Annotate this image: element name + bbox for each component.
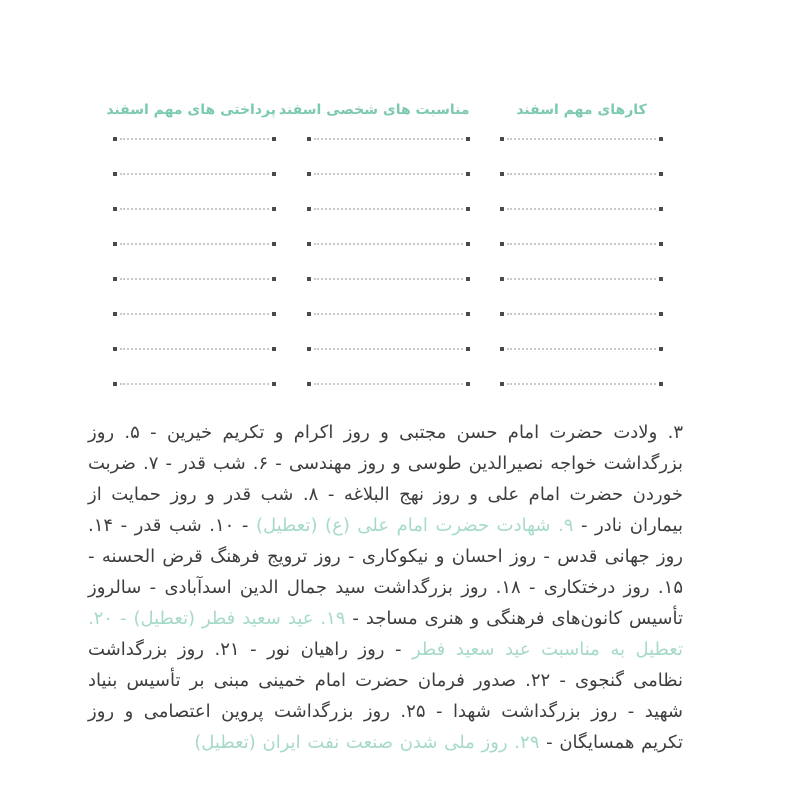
line-dashes xyxy=(120,313,269,315)
line-dashes xyxy=(314,173,463,175)
line-end-dot xyxy=(466,207,470,211)
line-dashes xyxy=(507,383,656,385)
line-end-dot xyxy=(113,207,117,211)
line-dashes xyxy=(507,138,656,140)
dotted-writing-line xyxy=(500,242,663,246)
column-important-tasks xyxy=(500,102,663,417)
dotted-writing-line xyxy=(500,137,663,141)
line-end-dot xyxy=(272,277,276,281)
line-end-dot xyxy=(659,137,663,141)
line-dashes xyxy=(314,313,463,315)
dotted-writing-line xyxy=(307,172,470,176)
events-paragraph xyxy=(88,417,683,758)
line-dashes xyxy=(120,173,269,175)
events-text: - ۱۰. شب قدر - ۱۴. روز جهانی قدس - روز احسان و نیکوکاری - روز ترویج فرهنگ قرض الحسنه - ۱۵. روز درختکاری - ۱۸. روز بزرگداشت سید جمال الدین اسدآبادی - سالروز تأسیس کانون‌های فرهنگی و هنری مساجد - xyxy=(88,515,683,629)
line-end-dot xyxy=(272,137,276,141)
line-end-dot xyxy=(500,207,504,211)
holiday-highlight-text: ۱۹. عید سعید فطر (تعطیل) - ۲۰. تعطیل به مناسبت عید سعید فطر xyxy=(88,608,684,660)
write-lines-personal-occasions xyxy=(307,137,470,386)
line-end-dot xyxy=(272,172,276,176)
line-end-dot xyxy=(466,277,470,281)
dotted-writing-line xyxy=(500,312,663,316)
line-dashes xyxy=(314,278,463,280)
line-end-dot xyxy=(659,347,663,351)
line-dashes xyxy=(120,278,269,280)
line-end-dot xyxy=(659,277,663,281)
dotted-writing-line xyxy=(307,312,470,316)
line-end-dot xyxy=(272,312,276,316)
column-title-important-payments: پرداختی های مهم اسفند xyxy=(106,102,276,118)
line-end-dot xyxy=(500,172,504,176)
line-end-dot xyxy=(307,382,311,386)
line-end-dot xyxy=(466,242,470,246)
line-end-dot xyxy=(500,277,504,281)
line-end-dot xyxy=(113,242,117,246)
line-dashes xyxy=(507,173,656,175)
line-end-dot xyxy=(659,207,663,211)
line-dashes xyxy=(120,138,269,140)
line-end-dot xyxy=(659,242,663,246)
line-dashes xyxy=(507,208,656,210)
dotted-writing-line xyxy=(500,207,663,211)
line-dashes xyxy=(507,243,656,245)
dotted-writing-line xyxy=(307,382,470,386)
line-end-dot xyxy=(272,347,276,351)
line-dashes xyxy=(120,208,269,210)
line-end-dot xyxy=(307,137,311,141)
line-end-dot xyxy=(466,172,470,176)
dotted-writing-line xyxy=(500,172,663,176)
dotted-writing-line xyxy=(307,207,470,211)
line-end-dot xyxy=(307,207,311,211)
dotted-writing-line xyxy=(113,277,276,281)
line-dashes xyxy=(314,383,463,385)
line-end-dot xyxy=(113,277,117,281)
line-end-dot xyxy=(272,207,276,211)
line-dashes xyxy=(314,348,463,350)
column-important-payments xyxy=(106,102,276,417)
line-end-dot xyxy=(307,347,311,351)
column-title-important-tasks: کارهای مهم اسفند xyxy=(516,102,647,118)
line-end-dot xyxy=(113,347,117,351)
line-end-dot xyxy=(500,242,504,246)
line-end-dot xyxy=(466,137,470,141)
dotted-writing-line xyxy=(500,382,663,386)
line-dashes xyxy=(120,383,269,385)
dotted-writing-line xyxy=(113,172,276,176)
line-end-dot xyxy=(500,382,504,386)
dotted-writing-line xyxy=(113,347,276,351)
line-end-dot xyxy=(466,382,470,386)
events-text: - روز راهیان نور - ۲۱. روز بزرگداشت نظامی گنجوی - ۲۲. صدور فرمان حضرت امام خمینی مبنی بر تأسیس بنیاد شهید - روز بزرگداشت شهدا - ۲۵. روز بزرگداشت پروین اعتصامی و روز تکریم همسایگان - xyxy=(88,639,683,753)
line-end-dot xyxy=(466,312,470,316)
line-dashes xyxy=(507,278,656,280)
line-end-dot xyxy=(307,172,311,176)
line-end-dot xyxy=(659,172,663,176)
line-end-dot xyxy=(272,382,276,386)
line-end-dot xyxy=(113,172,117,176)
write-lines-important-payments xyxy=(113,137,276,386)
line-dashes xyxy=(314,138,463,140)
line-dashes xyxy=(314,208,463,210)
dotted-writing-line xyxy=(307,277,470,281)
dotted-writing-line xyxy=(500,277,663,281)
dotted-writing-line xyxy=(113,137,276,141)
line-dashes xyxy=(120,348,269,350)
line-dashes xyxy=(507,313,656,315)
planner-columns xyxy=(106,102,663,417)
line-end-dot xyxy=(113,312,117,316)
line-end-dot xyxy=(307,277,311,281)
line-end-dot xyxy=(307,242,311,246)
dotted-writing-line xyxy=(113,312,276,316)
dotted-writing-line xyxy=(500,347,663,351)
write-lines-important-tasks xyxy=(500,137,663,386)
dotted-writing-line xyxy=(113,207,276,211)
dotted-writing-line xyxy=(307,137,470,141)
line-end-dot xyxy=(659,382,663,386)
dotted-writing-line xyxy=(113,382,276,386)
line-end-dot xyxy=(500,137,504,141)
dotted-writing-line xyxy=(307,242,470,246)
holiday-highlight-text: ۹. شهادت حضرت امام علی (ع) (تعطیل) xyxy=(255,515,574,536)
line-end-dot xyxy=(307,312,311,316)
dotted-writing-line xyxy=(307,347,470,351)
line-end-dot xyxy=(113,382,117,386)
line-dashes xyxy=(120,243,269,245)
line-end-dot xyxy=(466,347,470,351)
line-end-dot xyxy=(272,242,276,246)
line-dashes xyxy=(314,243,463,245)
line-end-dot xyxy=(500,347,504,351)
events-text: ۳. ولادت حضرت امام حسن مجتبی و روز اکرام و تکریم خیرین - ۵. روز بزرگداشت خواجه نصیرالدین طوسی و روز مهندسی - ۶. شب قدر - ۷. ضربت خوردن حضرت امام علی و روز نهج البلاغه - ۸. شب قدر و روز حمایت از بیماران نادر - xyxy=(88,422,684,536)
column-personal-occasions xyxy=(278,102,470,417)
line-end-dot xyxy=(113,137,117,141)
line-dashes xyxy=(507,348,656,350)
holiday-highlight-text: ۲۹. روز ملی شدن صنعت نفت ایران (تعطیل) xyxy=(194,732,540,753)
line-end-dot xyxy=(659,312,663,316)
dotted-writing-line xyxy=(113,242,276,246)
line-end-dot xyxy=(500,312,504,316)
column-title-personal-occasions: مناسبت های شخصی اسفند xyxy=(278,102,470,118)
